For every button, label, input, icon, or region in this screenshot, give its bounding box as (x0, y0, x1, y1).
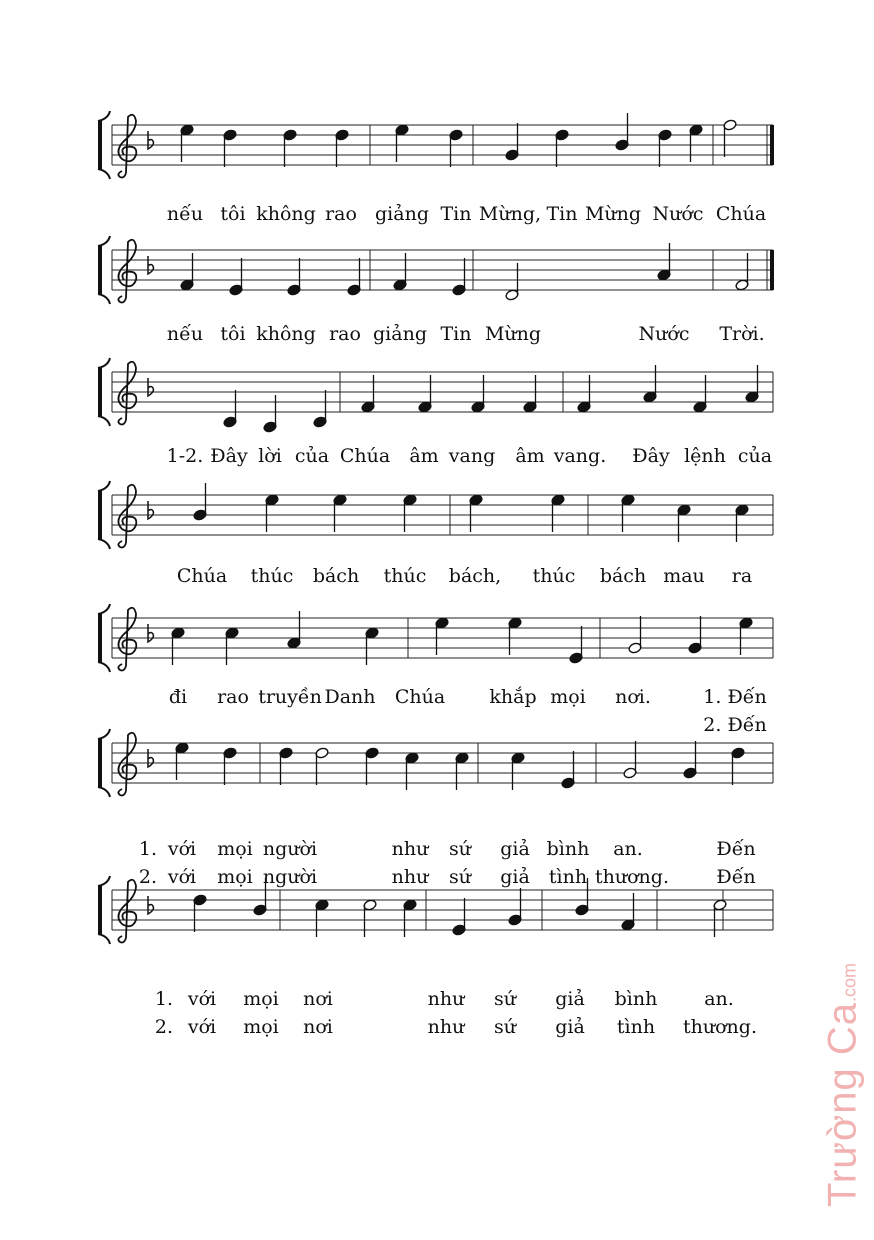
system-bracket (98, 121, 102, 169)
lyric-word: Đây (632, 445, 670, 467)
watermark-domain: .com (839, 962, 860, 1002)
lyric-word: Chúa (715, 203, 767, 225)
lyric-word: âm (409, 445, 439, 467)
lyric-word: đi (168, 686, 188, 708)
lyric-word: vang. (553, 445, 607, 467)
lyric-word: như (391, 866, 429, 888)
lyric-word: mọi (550, 686, 586, 708)
lyric-word: an. (704, 988, 734, 1010)
final-barline (770, 250, 774, 290)
system-bracket (98, 246, 102, 294)
lyric-word: nơi. (615, 686, 651, 708)
bracket-hook-top (98, 358, 110, 368)
lyric-word: giả (500, 866, 530, 888)
lyric-word: nếu (166, 323, 204, 345)
lyric-word: 1. (138, 838, 158, 860)
staff-system-6 (98, 729, 773, 888)
flat-sign-icon (148, 256, 153, 274)
lyric-word: tôi (220, 323, 246, 345)
lyric-word: giảng (373, 323, 427, 345)
lyric-word: nếu (166, 203, 204, 225)
lyric-word: như (427, 988, 465, 1010)
treble-clef-icon (118, 362, 136, 425)
lyric-word: truyền (258, 686, 322, 708)
lyric-word: ra (731, 565, 753, 587)
bracket-hook-bottom (98, 169, 110, 179)
flat-sign-icon (148, 624, 153, 642)
lyric-word: rao (329, 323, 361, 345)
lyric-word: thương. (595, 866, 669, 888)
system-bracket (98, 739, 102, 787)
lyric-word: sứ (449, 838, 471, 860)
lyric-word: bình (614, 988, 658, 1010)
system-bracket (98, 886, 102, 934)
treble-clef-icon (118, 608, 136, 671)
bracket-hook-bottom (98, 787, 110, 797)
lyric-word: với (167, 866, 197, 888)
lyric-word: mọi (217, 866, 253, 888)
lyric-word: nơi (303, 988, 333, 1010)
lyric-word: mọi (243, 988, 279, 1010)
flat-sign-icon (148, 896, 153, 914)
lyric-word: không (256, 203, 316, 225)
treble-clef-icon (118, 733, 136, 796)
lyric-word: với (167, 838, 197, 860)
staff-system-7 (98, 876, 773, 1038)
flat-sign-icon (148, 501, 153, 519)
treble-clef-icon (118, 485, 136, 548)
lyric-word: mọi (243, 1016, 279, 1038)
bracket-hook-top (98, 604, 110, 614)
bracket-hook-bottom (98, 662, 110, 672)
lyric-word: 2. Đến (703, 714, 767, 736)
lyric-word: sứ (494, 1016, 516, 1038)
bracket-hook-top (98, 729, 110, 739)
flat-sign-icon (148, 749, 153, 767)
bracket-hook-bottom (98, 934, 110, 944)
lyric-word: giả (555, 1016, 585, 1038)
lyric-word: giả (555, 988, 585, 1010)
staff-system-1 (98, 111, 774, 225)
lyric-word: thúc (532, 565, 576, 587)
lyric-word: Mừng (484, 323, 542, 345)
lyric-word: khắp (489, 686, 537, 708)
lyric-word: mọi (217, 838, 253, 860)
lyric-word: Nước (652, 203, 704, 225)
lyric-word: Tin (440, 203, 472, 225)
lyric-word: thúc (383, 565, 427, 587)
lyric-word: như (427, 1016, 465, 1038)
lyric-word: giả (500, 838, 530, 860)
lyric-word: tình (616, 1016, 656, 1038)
flat-sign-icon (148, 131, 153, 149)
bracket-hook-top (98, 481, 110, 491)
lyric-word: với (187, 988, 217, 1010)
lyric-word: lệnh (684, 445, 726, 467)
flat-sign-icon (148, 378, 153, 396)
lyric-word: bách, (448, 565, 502, 587)
lyric-word: 2. (138, 866, 158, 888)
lyric-word: Chúa (176, 565, 228, 587)
lyric-word: Mừng, (478, 203, 542, 225)
lyric-word: an. (613, 838, 643, 860)
treble-clef-icon (118, 240, 136, 303)
lyric-word: âm (515, 445, 545, 467)
staff-system-5 (98, 604, 773, 736)
lyric-word: của (294, 445, 330, 467)
lyric-word: Chúa (339, 445, 391, 467)
lyric-word: Đây (210, 445, 248, 467)
lyric-word: người (262, 838, 318, 860)
system-bracket (98, 368, 102, 416)
lyric-word: 1. Đến (703, 686, 767, 708)
bracket-hook-bottom (98, 539, 110, 549)
lyric-word: Trời. (719, 323, 765, 345)
lyric-word: bách (599, 565, 647, 587)
lyric-word: 1-2. (166, 445, 204, 467)
lyric-word: Tin (546, 203, 578, 225)
staff-system-2 (98, 236, 774, 345)
lyric-word: Nước (638, 323, 690, 345)
lyric-word: thương. (683, 1016, 757, 1038)
treble-clef-icon (118, 880, 136, 943)
final-barline (770, 125, 774, 165)
bracket-hook-bottom (98, 416, 110, 426)
lyric-word: rao (217, 686, 249, 708)
lyric-word: Tin (440, 323, 472, 345)
staff-system-4 (98, 481, 773, 587)
lyric-word: người (262, 866, 318, 888)
treble-clef-icon (118, 115, 136, 178)
lyric-word: với (187, 1016, 217, 1038)
lyric-word: nơi (303, 1016, 333, 1038)
lyric-word: giảng (375, 203, 429, 225)
bracket-hook-top (98, 876, 110, 886)
lyric-word: 1. (154, 988, 174, 1010)
lyric-word: Mừng (584, 203, 642, 225)
staff-system-3 (98, 358, 773, 467)
lyric-word: bình (546, 838, 590, 860)
lyric-word: tôi (220, 203, 246, 225)
lyric-word: thúc (250, 565, 294, 587)
lyric-word: Chúa (394, 686, 446, 708)
lyric-word: Đến (716, 866, 756, 888)
watermark-text: Trường Ca (820, 1002, 865, 1208)
lyric-word: không (256, 323, 316, 345)
system-bracket (98, 614, 102, 662)
lyric-word: tình (548, 866, 588, 888)
lyric-word: lời (258, 445, 282, 467)
lyric-word: 2. (154, 1016, 174, 1038)
lyric-word: sứ (449, 866, 471, 888)
lyric-word: rao (325, 203, 357, 225)
lyric-word: vang (448, 445, 496, 467)
system-bracket (98, 491, 102, 539)
lyric-word: như (391, 838, 429, 860)
lyric-word: sứ (494, 988, 516, 1010)
bracket-hook-top (98, 111, 110, 121)
lyric-word: mau (663, 565, 705, 587)
lyric-word: Danh (324, 686, 376, 708)
lyric-word: bách (312, 565, 360, 587)
bracket-hook-bottom (98, 294, 110, 304)
lyric-word: của (737, 445, 773, 467)
lyric-word: Đến (716, 838, 756, 860)
bracket-hook-top (98, 236, 110, 246)
